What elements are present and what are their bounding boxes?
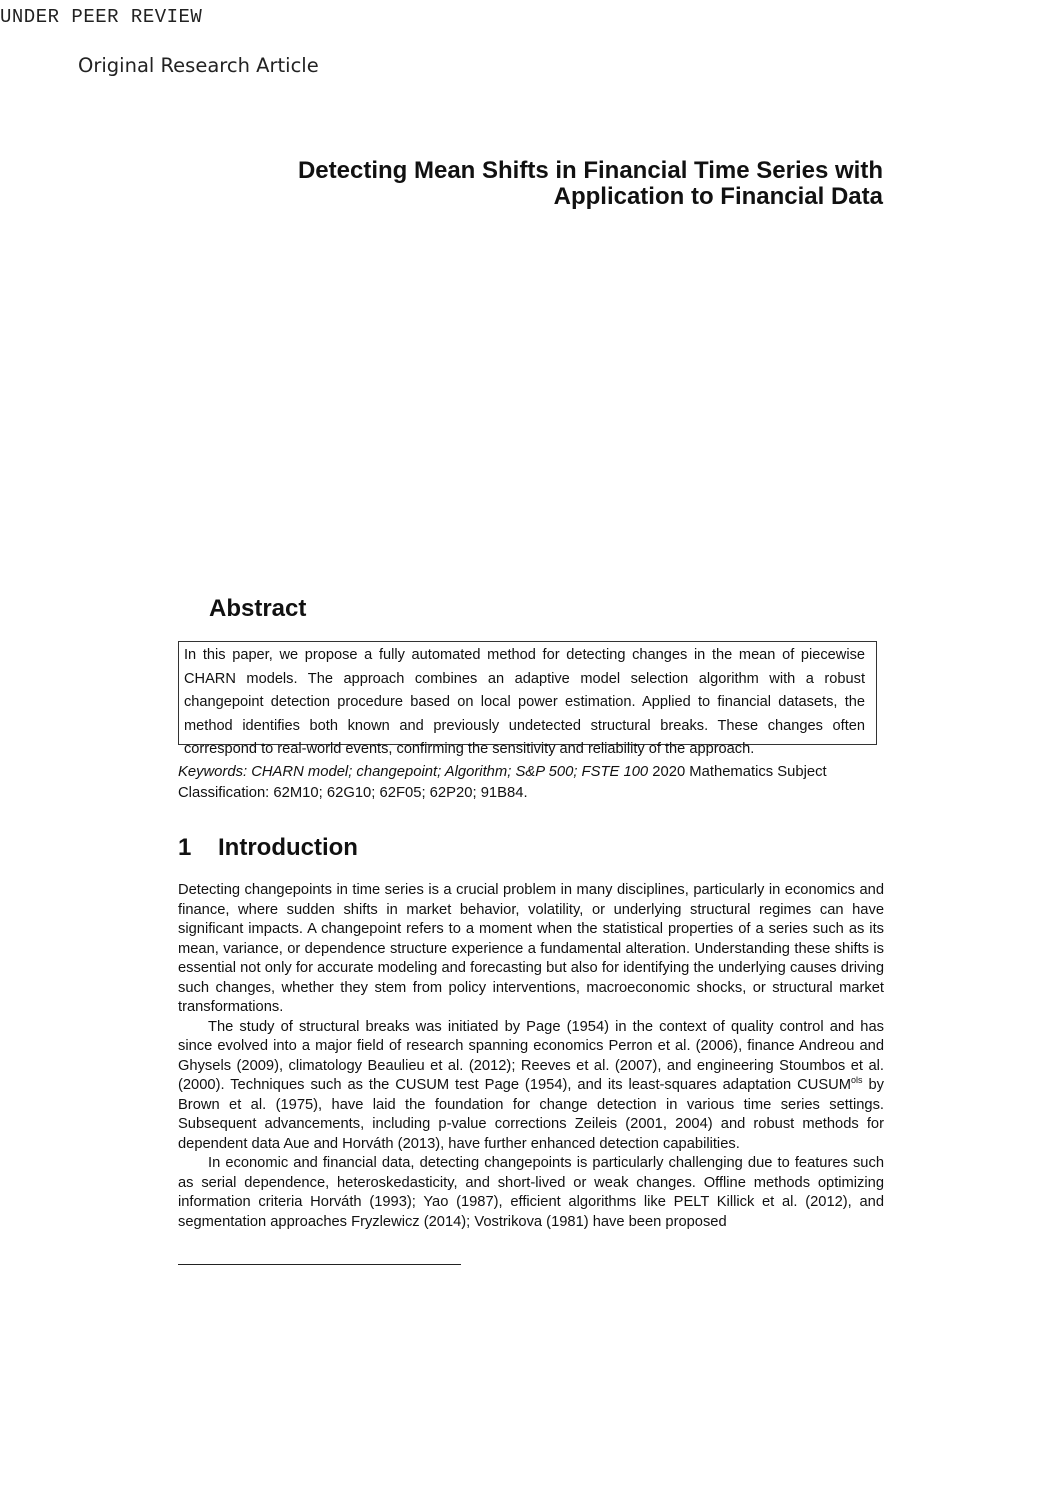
section-number: 1 [178,834,192,861]
section-heading-introduction [178,834,358,862]
section-title: Introduction [218,834,358,861]
paper-title [183,158,883,210]
keywords-list: Keywords: CHARN model; changepoint; Algorithm; S&P 500; FSTE 100 [178,764,649,780]
article-type-label: Original Research Article [78,54,319,77]
abstract-text: In this paper, we propose a fully automated method for detecting changes in the mean of piecewise CHARN models. The approach combines an adaptive model selection algorithm with a robust changepoint detection procedure based on local power estimation. Applied to financial datasets, the method identifies both known and previously undetected structural breaks. These changes often correspond to real-world events, confirming the sensitivity and reliability of the approach. [184,647,865,758]
intro-paragraph-2-part-2: by Brown et al. (1975), have laid the foundation for change detection in various time series settings. Subsequent advancements, including p-value corrections Zeileis (2001, 2004) and robust methods for dependent data Aue and Horváth (2013), have further enhanced detection capabilities. [178,1077,885,1152]
subject-classification: 2020 Mathematics Subject Classification: 62M10; 62G10; 62F05; 62P20; 91B84. [178,764,827,801]
paper-title-line-2: Application to Financial Data [553,183,883,210]
footnote-divider [178,1264,461,1265]
cusum-superscript: ols [851,1075,863,1085]
review-status-stamp: UNDER PEER REVIEW [0,6,203,28]
keywords-block [178,762,884,804]
intro-paragraph-2-part-1: The study of structural breaks was initiated by Page (1954) in the context of quality control and has since evolved into a major field of research spanning economics Perron et al. (2006), finance Andreou and Ghysels (2009), climatology Beaulieu et al. (2012); Reeves et al. (2007), and engineering Stoumbos et al. (2000). Techniques such as the CUSUM test Page (1954), and its least-squares adaptation CUSUM [178,1018,884,1093]
intro-paragraph-3: In economic and financial data, detecting changepoints is particularly challenging due to features such as serial dependence, heteroskedasticity, and short-lived or weak changes. Offline methods optimizing information criteria Horváth (1993); Yao (1987), efficient algorithms like PELT Killick et al. (2012), and segmentation approaches Fryzlewicz (2014); Vostrikova (1981) have been proposed [178,1155,884,1230]
intro-paragraph-2 [178,1018,884,1155]
intro-paragraph-1: Detecting changepoints in time series is a crucial problem in many disciplines, particularly in economics and finance, where sudden shifts in market behavior, volatility, or underlying structural regimes can have significant impacts. A changepoint refers to a moment when the statistical properties of a series such as its mean, variance, or dependence structure experience a fundamental alteration. Understanding these shifts is essential not only for accurate modeling and forecasting but also for identifying the underlying causes driving such changes, whether they stem from policy interventions, macroeconomic shocks, or structural market transformations. [178,882,884,1015]
paper-title-line-1: Detecting Mean Shifts in Financial Time Series with [297,157,883,184]
abstract-box [178,641,877,758]
abstract-heading: Abstract [209,595,307,622]
introduction-body [178,881,884,1232]
